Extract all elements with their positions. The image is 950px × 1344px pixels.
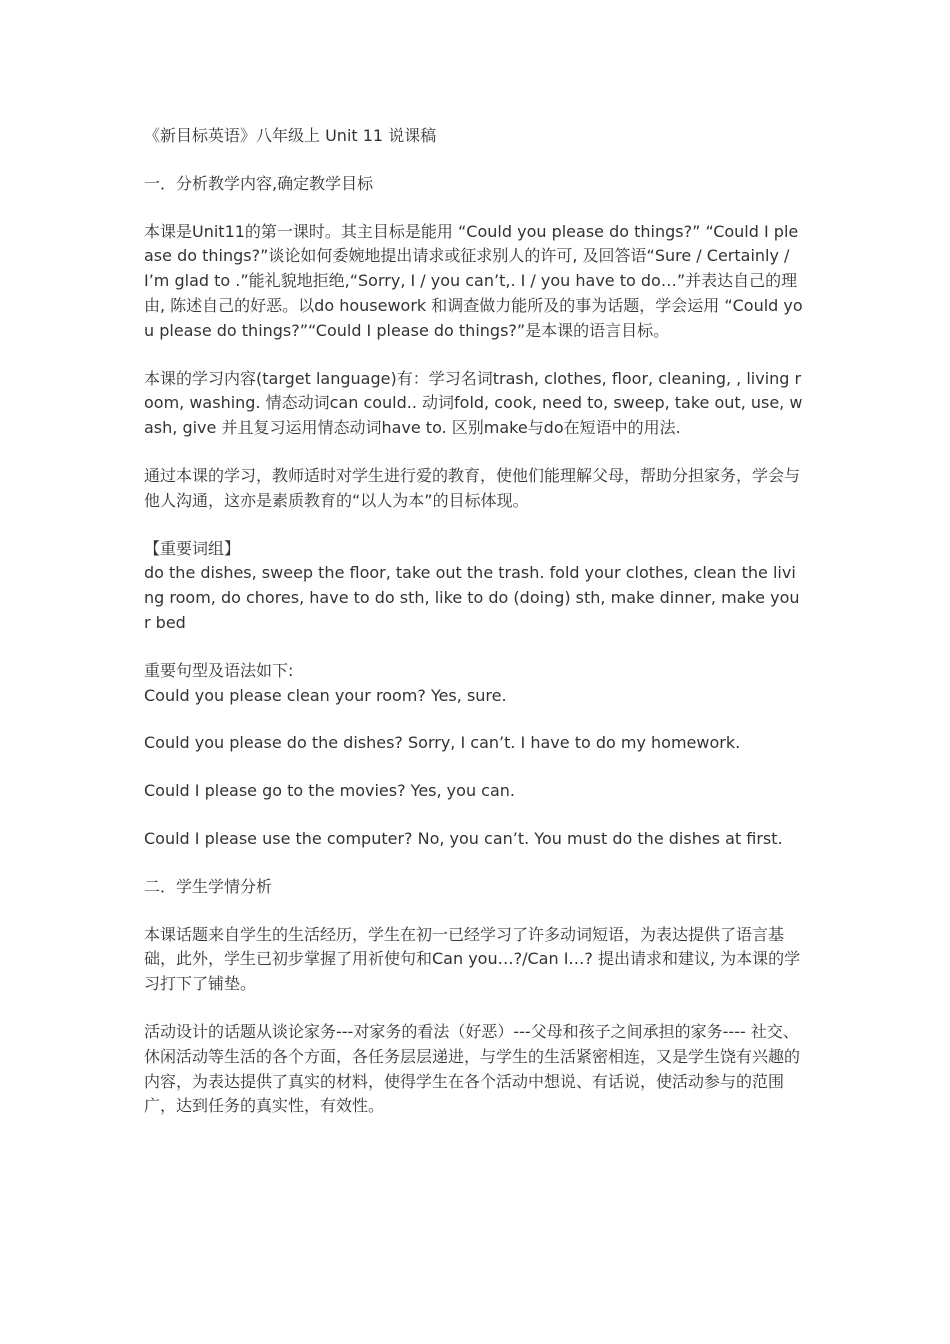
- paragraph-activity-design: 活动设计的话题从谈论家务---对家务的看法（好恶）---父母和孩子之间承担的家务---- 社交、休闲活动等生活的各个方面，各任务层层递进，与学生的生活紧密相连，又是学生饶有兴趣的内容，为表达提供了真实的材料，使得学生在各个活动中想说、有话说，使活动参与的范围广，达到任务的真实性，有效性。: [144, 1021, 801, 1116]
- paragraph-moral-education: 通过本课的学习，教师适时对学生进行爱的教育，使他们能理解父母，帮助分担家务，学会与他人沟通，这亦是素质教育的“以人为本”的目标体现。: [144, 465, 801, 510]
- paragraph-learning-content: 本课的学习内容(target language)有：学习名词trash, clothes, floor, cleaning, , living room, washing. 情态动词can could.. 动词fold, cook, need to, sweep, take out, use, wash, give 并且复习运用情态动词have to. 区别make与do在短语中的用法.: [144, 368, 803, 438]
- key-sentences-heading: 重要句型及语法如下:: [144, 660, 294, 680]
- key-phrases-text: do the dishes, sweep the floor, take out the trash. fold your clothes, clean the living room, do chores, have to do sth, like to do (doing) sth, make dinner, make your bed: [144, 563, 800, 632]
- section-heading-students: 二．学生学情分析: [144, 876, 273, 896]
- example-sentence: Could I please use the computer? No, you can’t. You must do the dishes at first.: [144, 828, 783, 848]
- section-heading-analysis: 一．分析教学内容,确定教学目标: [144, 173, 374, 193]
- document-page: [144, 124, 804, 1119]
- key-sentences-block: [144, 659, 804, 709]
- key-phrases-block: [144, 537, 804, 636]
- example-sentence: Could you please do the dishes? Sorry, I can’t. I have to do my homework.: [144, 733, 741, 753]
- paragraph-student-analysis: 本课话题来自学生的生活经历，学生在初一已经学习了许多动词短语，为表达提供了语言基础，此外，学生已初步掌握了用祈使句和Can you…?/Can I…? 提出请求和建议, 为本课的学习打下了铺垫。: [144, 924, 801, 994]
- document-title: 《新目标英语》八年级上 Unit 11 说课稿: [144, 126, 437, 145]
- key-phrases-heading: 【重要词组】: [144, 538, 241, 558]
- example-sentence: Could I please go to the movies? Yes, you can.: [144, 781, 515, 801]
- paragraph-teaching-goal: 本课是Unit11的第一课时。其主目标是能用 “Could you please do things?” “Could I please do things?”谈论如何委婉地提出请求或征求别人的许可, 及回答语“Sure / Certainly / I’m glad to .”能礼貌地拒绝,“Sorry, I / you can’t,. I / you have to do…”并表达自己的理由, 陈述自己的好恶。以do housework 和调查做力能所及的事为话题，学会运用 “Could you please do things?”“Could I please do things?”是本课的语言目标。: [144, 221, 803, 340]
- example-sentence: Could you please clean your room? Yes, sure.: [144, 685, 507, 705]
